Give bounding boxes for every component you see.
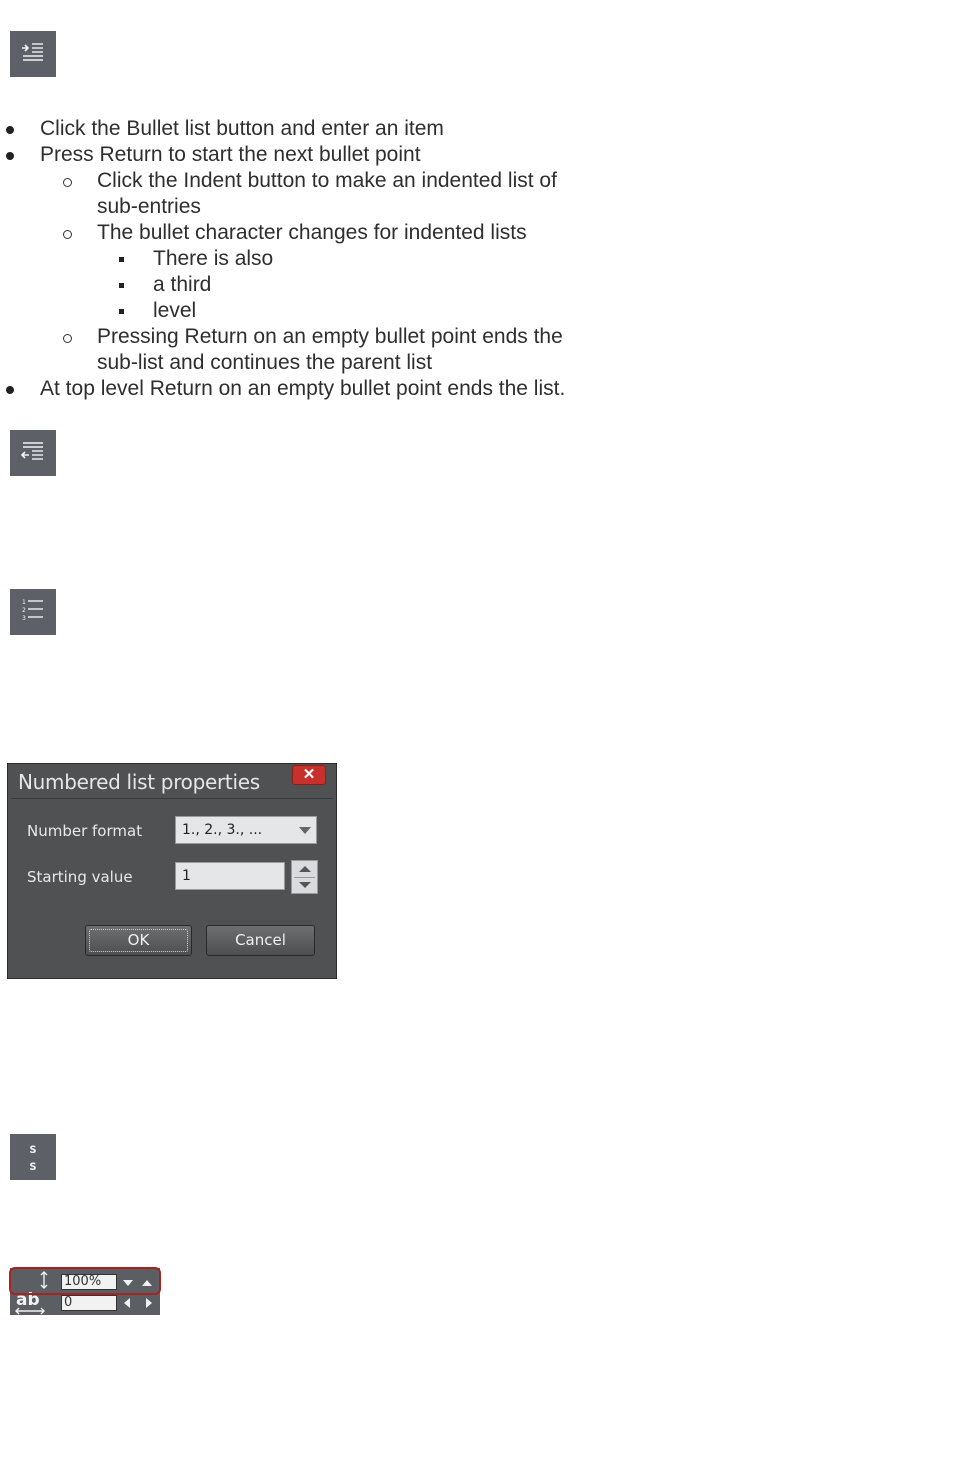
bullet-dot-icon bbox=[6, 386, 14, 394]
bullet-square-icon bbox=[119, 283, 124, 288]
starting-value-input[interactable]: 1 bbox=[175, 862, 285, 890]
svg-text:1: 1 bbox=[22, 599, 26, 606]
chevron-down-icon bbox=[299, 827, 311, 834]
divider bbox=[294, 877, 315, 878]
unindent-icon[interactable] bbox=[10, 430, 56, 476]
list-item: The bullet character changes for indented lists bbox=[0, 220, 600, 246]
bullet-dot-icon bbox=[6, 126, 14, 134]
list-item: Click the Bullet list button and enter an item bbox=[0, 116, 600, 142]
bullet-dot-icon bbox=[6, 152, 14, 160]
starting-value-label: Starting value bbox=[27, 868, 133, 886]
char-spacing-stepper[interactable] bbox=[120, 1296, 156, 1310]
number-format-select[interactable]: 1., 2., 3., ... bbox=[175, 816, 317, 844]
paragraph-spacing-icon[interactable] bbox=[10, 1134, 56, 1180]
indent-icon[interactable] bbox=[10, 31, 56, 77]
list-item: There is also bbox=[0, 246, 600, 272]
list-item: a third bbox=[0, 272, 600, 298]
starting-value-stepper[interactable] bbox=[291, 860, 318, 894]
number-format-label: Number format bbox=[27, 822, 143, 840]
spin-down-icon[interactable] bbox=[299, 882, 311, 888]
ok-button[interactable]: OK bbox=[85, 925, 192, 956]
bullet-circle-icon bbox=[63, 334, 72, 343]
bullet-square-icon bbox=[119, 309, 124, 314]
text-spacing-toolbar bbox=[10, 1268, 160, 1315]
list-item: At top level Return on an empty bullet point ends the list. bbox=[0, 376, 600, 402]
dialog-title: Numbered list properties bbox=[18, 770, 260, 794]
list-item: Click the Indent button to make an indented list of sub-entries bbox=[0, 168, 587, 220]
numbered-list-icon[interactable] bbox=[10, 589, 56, 635]
spin-up-icon[interactable] bbox=[299, 866, 311, 872]
list-item: Pressing Return on an empty bullet point ends the sub-list and continues the parent list bbox=[0, 324, 587, 376]
bullet-list-example bbox=[0, 116, 600, 402]
svg-text:s: s bbox=[29, 1159, 37, 1174]
list-item: Press Return to start the next bullet point bbox=[0, 142, 600, 168]
divider bbox=[11, 798, 333, 799]
close-button[interactable]: ✕ bbox=[292, 765, 326, 785]
bullet-circle-icon bbox=[63, 230, 72, 239]
svg-text:s: s bbox=[29, 1142, 37, 1157]
svg-text:2: 2 bbox=[22, 607, 26, 614]
bullet-square-icon bbox=[119, 257, 124, 262]
svg-text:3: 3 bbox=[22, 615, 26, 622]
bullet-circle-icon bbox=[63, 178, 72, 187]
char-spacing-input[interactable]: 0 bbox=[61, 1295, 117, 1311]
focus-ring bbox=[89, 929, 188, 952]
cancel-button[interactable]: Cancel bbox=[206, 925, 315, 956]
numbered-list-properties-dialog bbox=[7, 763, 337, 979]
svg-text:ab: ab bbox=[16, 1290, 40, 1310]
highlight-box bbox=[9, 1267, 161, 1295]
list-item: level bbox=[0, 298, 600, 324]
line-spacing-input[interactable]: 100% bbox=[61, 1274, 117, 1290]
